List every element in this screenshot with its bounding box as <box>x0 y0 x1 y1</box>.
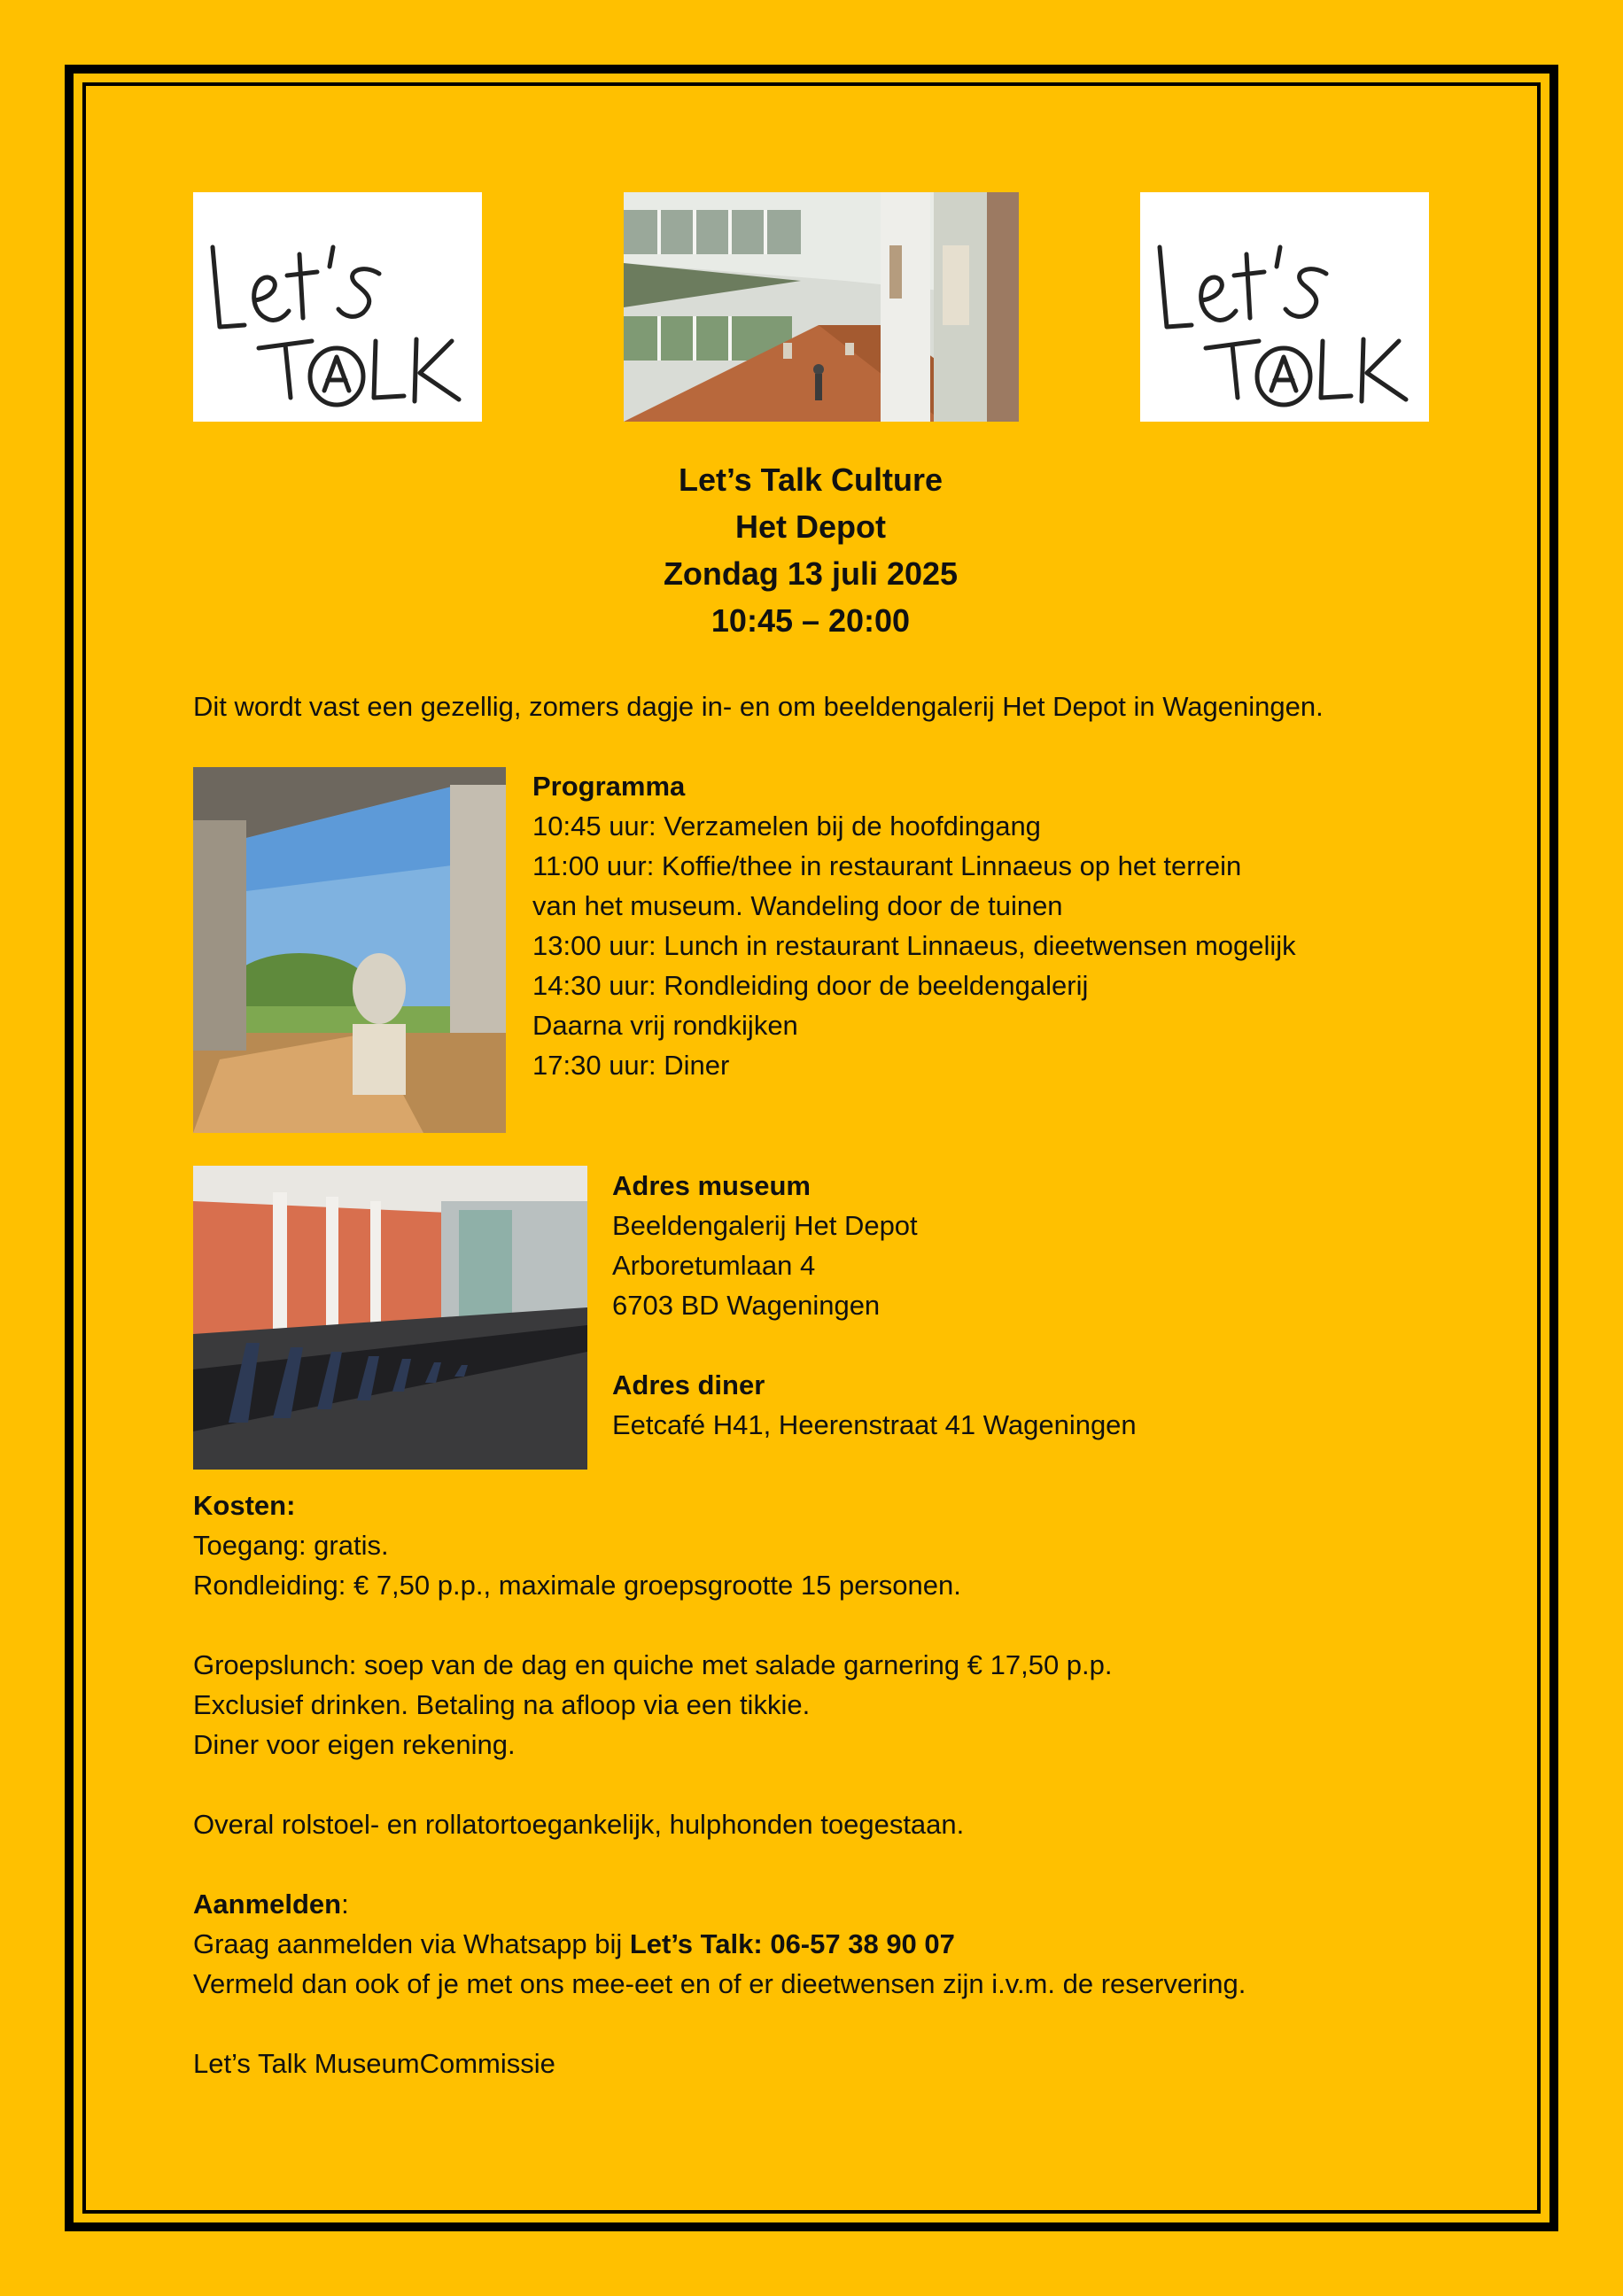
kosten-section <box>193 1485 1246 2083</box>
aanmelden-colon: : <box>341 1889 349 1920</box>
programma-item: Daarna vrij rondkijken <box>532 1010 798 1041</box>
accessibility-text: Overal rolstoel- en rollatortoegankelijk, hulphonden toegestaan. <box>193 1809 965 1840</box>
whatsapp-contact: Let’s Talk: 06-57 38 90 07 <box>629 1928 955 1959</box>
intro-line: Dit wordt vast een gezellig, zomers dagje in- en om beeldengalerij Het Depot in Wageningen. <box>193 691 1324 722</box>
programma-section <box>532 766 1296 1085</box>
venue-name: Het Depot <box>735 508 886 545</box>
programma-item: 14:30 uur: Rondleiding door de beeldengalerij <box>532 970 1089 1001</box>
intro-text <box>193 686 1324 726</box>
adres-museum-line: Arboretumlaan 4 <box>612 1250 816 1281</box>
lunch-line: Groepslunch: soep van de dag en quiche met salade garnering € 17,50 p.p. <box>193 1649 1113 1680</box>
adres-museum-line: 6703 BD Wageningen <box>612 1290 881 1321</box>
aanmelden-heading: Aanmelden <box>193 1889 342 1920</box>
aanmelden-heading-line <box>193 1884 1246 1924</box>
lunch-line: Exclusief drinken. Betaling na afloop via een tikkie. <box>193 1689 811 1720</box>
adres-section <box>612 1166 1137 1445</box>
lunch-line: Diner voor eigen rekening. <box>193 1729 516 1760</box>
event-title-block <box>193 456 1428 644</box>
programma-item: 17:30 uur: Diner <box>532 1050 730 1081</box>
lets-talk-logo-right <box>1140 192 1429 422</box>
programma-item: van het museum. Wandeling door de tuinen <box>532 890 1063 921</box>
programma-item: 10:45 uur: Verzamelen bij de hoofdingang <box>532 811 1041 842</box>
programma-item: 13:00 uur: Lunch in restaurant Linnaeus, dieetwensen mogelijk <box>532 930 1296 961</box>
event-time: 10:45 – 20:00 <box>711 602 911 639</box>
aanmelden-prefix: Graag aanmelden via Whatsapp bij <box>193 1928 630 1959</box>
kosten-heading: Kosten: <box>193 1490 296 1521</box>
sculpture-hall-photo <box>193 1166 587 1470</box>
lets-talk-logo-left <box>193 192 482 422</box>
glass-corner-sculpture-photo <box>193 767 506 1133</box>
kosten-line: Toegang: gratis. <box>193 1530 389 1561</box>
programma-item: 11:00 uur: Koffie/thee in restaurant Linnaeus op het terrein <box>532 850 1242 881</box>
aanmelden-line <box>193 1924 1246 1964</box>
adres-museum-line: Beeldengalerij Het Depot <box>612 1210 918 1241</box>
programma-heading: Programma <box>532 771 686 802</box>
aanmelden-line2: Vermeld dan ook of je met ons mee-eet en of er dieetwensen zijn i.v.m. de reservering. <box>193 1968 1246 1999</box>
adres-diner-heading: Adres diner <box>612 1369 765 1400</box>
signature: Let’s Talk MuseumCommissie <box>193 2048 555 2079</box>
adres-museum-heading: Adres museum <box>612 1170 811 1201</box>
event-title: Let’s Talk Culture <box>678 462 944 498</box>
event-date: Zondag 13 juli 2025 <box>663 555 959 592</box>
kosten-line: Rondleiding: € 7,50 p.p., maximale groepsgrootte 15 personen. <box>193 1570 961 1601</box>
lets-talk-logo-drawing <box>193 192 482 422</box>
lets-talk-logo-drawing <box>1140 192 1429 422</box>
gallery-corridor-photo <box>624 192 1019 422</box>
adres-diner-line: Eetcafé H41, Heerenstraat 41 Wageningen <box>612 1409 1137 1440</box>
